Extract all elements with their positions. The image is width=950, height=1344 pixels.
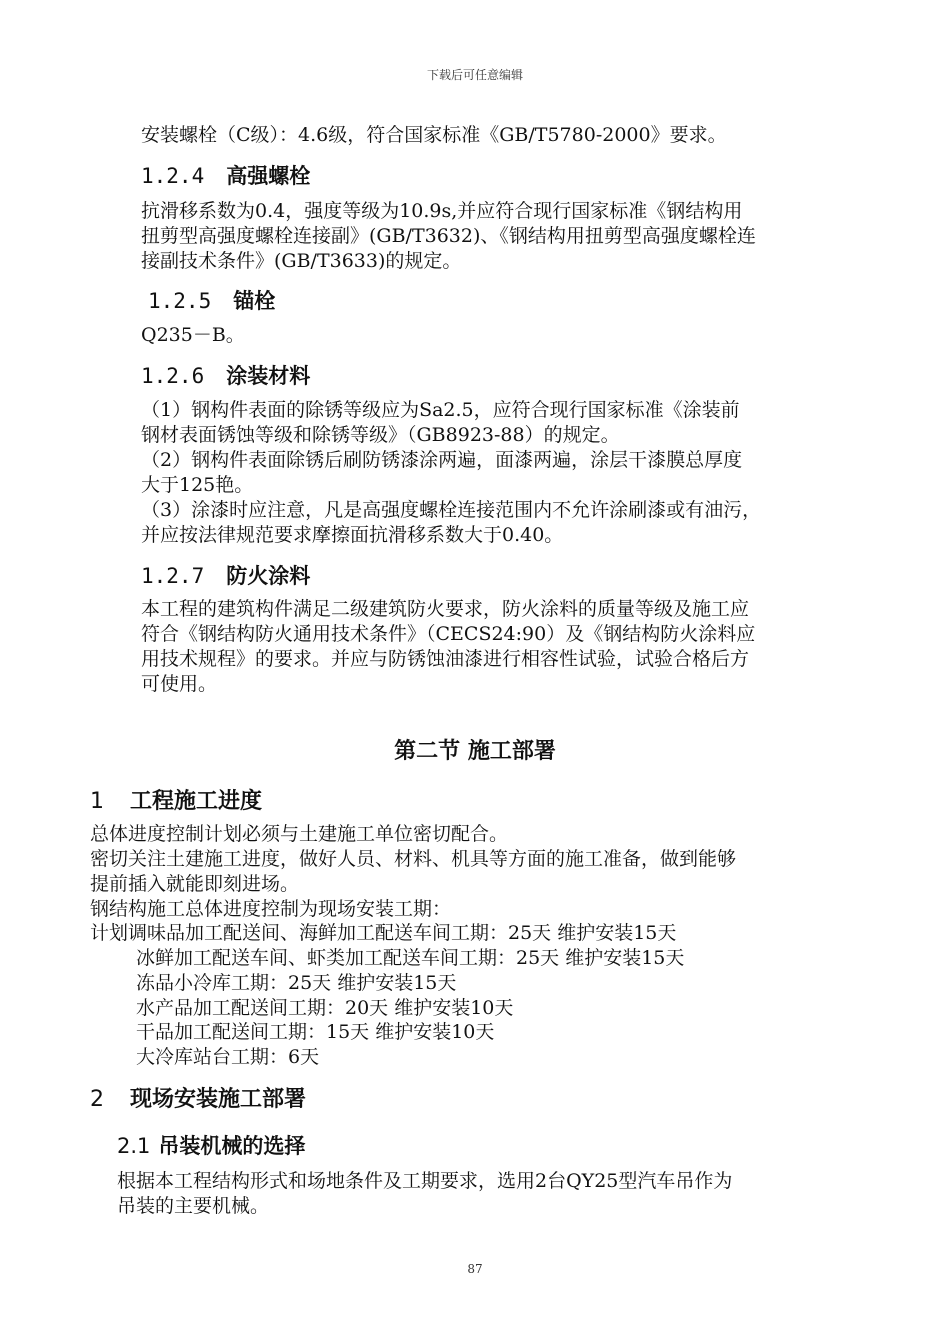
schedule-line: 水产品加工配送间工期：20天 维护安装10天	[136, 997, 514, 1019]
text-line: 吊装的主要机械。	[117, 1195, 270, 1217]
heading-number: 1.2.5	[148, 289, 212, 313]
text-line: 抗滑移系数为0.4，强度等级为10.9s,并应符合现行国家标准《钢结构用	[141, 200, 743, 222]
text-line: （3）涂漆时应注意，凡是高强度螺栓连接范围内不允许涂刷漆或有油污，	[141, 499, 762, 521]
schedule-line: 冰鲜加工配送车间、虾类加工配送车间工期：25天 维护安装15天	[136, 947, 685, 969]
section-title: 第二节 施工部署	[394, 739, 556, 764]
heading-title: 现场安装施工部署	[130, 1087, 307, 1112]
heading-2-deployment	[90, 1082, 306, 1113]
heading-title: 高强螺栓	[226, 164, 311, 188]
text-line: 钢结构施工总体进度控制为现场安装工期：	[90, 898, 452, 920]
text-line: 扭剪型高强度螺栓连接副》(GB/T3632)、《钢结构用扭剪型高强度螺栓连	[141, 225, 756, 247]
heading-number: 2	[90, 1087, 104, 1112]
text-line: 本工程的建筑构件满足二级建筑防火要求，防火涂料的质量等级及施工应	[141, 598, 750, 620]
text-line: 总体进度控制计划必须与土建施工单位密切配合。	[90, 823, 509, 845]
heading-title: 工程施工进度	[130, 789, 263, 814]
text-line: 提前插入就能即刻进场。	[90, 873, 300, 895]
text-line: 可使用。	[141, 673, 218, 695]
text-line: （1）钢构件表面的除锈等级应为Sa2.5，应符合现行国家标准《涂装前	[141, 399, 740, 421]
schedule-line: 干品加工配送间工期：15天 维护安装10天	[136, 1021, 495, 1043]
heading-title: 防火涂料	[226, 564, 311, 588]
text-line: 计划调味品加工配送间、海鲜加工配送车间工期：25天 维护安装15天	[90, 922, 677, 944]
schedule-line: 冻品小冷库工期：25天 维护安装15天	[136, 972, 457, 994]
text-line: 钢材表面锈蚀等级和除锈等级》（GB8923-88）的规定。	[141, 424, 620, 446]
page-header: 下载后可任意编辑	[426, 68, 523, 82]
heading-1-2-4	[141, 160, 310, 190]
text-line: 根据本工程结构形式和场地条件及工期要求，选用2台QY25型汽车吊作为	[117, 1170, 733, 1192]
schedule-line: 大冷库站台工期：6天	[136, 1046, 320, 1068]
page-number: 87	[467, 1262, 483, 1276]
heading-1-progress	[90, 784, 262, 815]
heading-number: 1.2.6	[141, 364, 205, 388]
text-line: 并应按法律规范要求摩擦面抗滑移系数大于0.40。	[141, 524, 564, 546]
paragraph-bolt-c: 安装螺栓（C级）：4.6级，符合国家标准《GB/T5780-2000》要求。	[141, 124, 727, 146]
text-line: 用技术规程》的要求。并应与防锈蚀油漆进行相容性试验，试验合格后方	[141, 648, 750, 670]
text-line: 密切关注土建施工进度，做好人员、材料、机具等方面的施工准备，做到能够	[90, 848, 737, 870]
text-line: 符合《钢结构防火通用技术条件》（CECS24:90）及《钢结构防火涂料应	[141, 623, 756, 645]
text-line: 大于125艳。	[141, 474, 254, 496]
heading-title: 涂装材料	[226, 364, 311, 388]
text-line: Q235－B。	[141, 324, 245, 346]
heading-number: 1	[90, 789, 104, 814]
heading-number: 1.2.4	[141, 164, 205, 188]
heading-number: 1.2.7	[141, 564, 205, 588]
heading-title: 锚栓	[233, 289, 276, 313]
heading-1-2-5	[148, 285, 275, 315]
heading-title: 吊装机械的选择	[158, 1134, 306, 1158]
heading-number: 2.1	[117, 1134, 151, 1158]
heading-1-2-6	[141, 360, 310, 390]
heading-1-2-7	[141, 560, 310, 590]
heading-2-1	[117, 1130, 305, 1160]
text-line: （2）钢构件表面除锈后刷防锈漆涂两遍，面漆两遍，涂层干漆膜总厚度	[141, 449, 743, 471]
text-line: 接副技术条件》(GB/T3633)的规定。	[141, 250, 462, 272]
